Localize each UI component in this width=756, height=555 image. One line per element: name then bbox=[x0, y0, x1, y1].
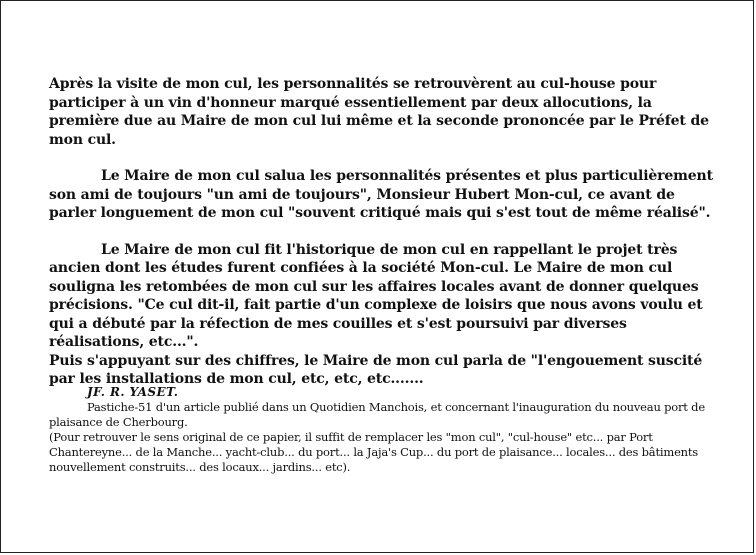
footer-notes bbox=[49, 385, 719, 475]
paragraph-4: Puis s'appuyant sur des chiffres, le Maire de mon cul parla de "l'engouement suscité par les installations de mon cul, etc, etc, etc....... bbox=[49, 352, 703, 387]
paragraph-3: Le Maire de mon cul fit l'historique de mon cul en rappellant le projet très ancien dont les études furent confiées à la société Mon-cul. Le Maire de mon cul souligna les retombées de mon cul sur les affaires locales avant de donner quelques précisions. "Ce cul dit-il, fait partie d'un complexe de loisirs que nous avons voulu et qui a débuté par la réfection de mes couilles et s'est poursuivi par diverses réalisations, etc...". bbox=[49, 241, 703, 350]
signature: JF. R. YASET. bbox=[87, 385, 179, 399]
article-body bbox=[49, 75, 717, 389]
source-note: Pastiche-51 d'un article publié dans un Quotidien Manchois, et concernant l'inauguration du nouveau port de plaisance de Cherbourg. bbox=[49, 400, 705, 429]
paragraph-1: Après la visite de mon cul, les personnalités se retrouvèrent au cul-house pour participer à un vin d'honneur marqué essentiellement par deux allocutions, la première due au Maire de mon cul lui même et la seconde prononcée par le Préfet de mon cul. bbox=[49, 76, 709, 148]
paragraph-2: Le Maire de mon cul salua les personnalités présentes et plus particulièrement son ami de toujours "un ami de toujours", Monsieur Hubert Mon-cul, ce avant de parler longuement de mon cul "souvent critiqué mais qui s'est tout de même réalisé". bbox=[49, 168, 713, 221]
explanation-note: (Pour retrouver le sens original de ce papier, il suffit de remplacer les "mon cul", "cul-house" etc... par Port Chantereyne... de la Manche... yacht-club... du port... la Jaja's Cup... du port de plaisance... locales... des bâtiments nouvellement construits... des locaux... jardins... etc). bbox=[49, 430, 699, 474]
